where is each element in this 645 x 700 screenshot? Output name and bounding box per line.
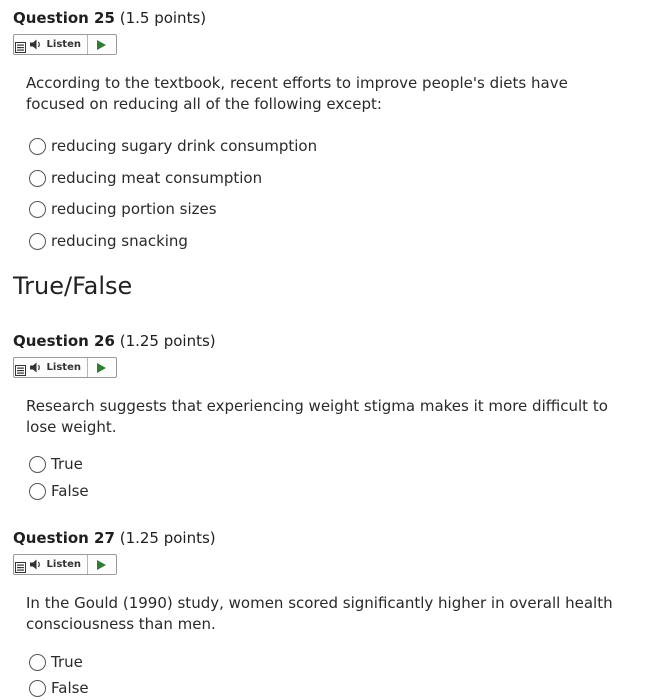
listen-toolbar — [13, 554, 117, 575]
speaker-icon — [30, 559, 43, 570]
menu-icon — [15, 42, 26, 53]
option-label[interactable]: reducing sugary drink consumption — [51, 137, 318, 155]
option-label[interactable]: reducing meat consumption — [51, 169, 263, 187]
listen-button[interactable] — [28, 555, 88, 574]
answer-option[interactable] — [29, 480, 89, 502]
option-label[interactable]: reducing portion sizes — [51, 200, 217, 218]
play-icon — [97, 560, 106, 570]
radio-button[interactable] — [29, 456, 46, 473]
play-icon — [97, 363, 106, 373]
listen-button[interactable] — [28, 358, 88, 377]
speaker-icon — [30, 39, 43, 50]
listen-button[interactable] — [28, 35, 88, 54]
question-26-header — [13, 332, 216, 350]
option-label[interactable]: False — [51, 679, 89, 697]
radio-button[interactable] — [29, 170, 46, 187]
question-number: Question 27 — [13, 529, 115, 547]
listen-menu-button[interactable] — [14, 358, 28, 377]
radio-button[interactable] — [29, 201, 46, 218]
radio-button[interactable] — [29, 138, 46, 155]
answer-option[interactable] — [29, 135, 317, 157]
play-icon — [97, 40, 106, 50]
question-text: In the Gould (1990) study, women scored significantly higher in overall health consciousness than men. — [26, 594, 613, 633]
radio-button[interactable] — [29, 483, 46, 500]
answer-option[interactable] — [29, 167, 262, 189]
option-label[interactable]: True — [51, 455, 83, 473]
menu-icon — [15, 365, 26, 376]
play-button[interactable] — [88, 35, 116, 54]
question-points: (1.5 points) — [119, 9, 207, 27]
answer-option[interactable] — [29, 677, 89, 699]
menu-icon — [15, 562, 26, 573]
answer-option[interactable] — [29, 651, 83, 673]
listen-label: Listen — [46, 362, 81, 373]
listen-label: Listen — [46, 39, 81, 50]
answer-option[interactable] — [29, 198, 217, 220]
option-label[interactable]: True — [51, 653, 83, 671]
question-27-header — [13, 529, 216, 547]
radio-button[interactable] — [29, 233, 46, 250]
question-points: (1.25 points) — [119, 529, 216, 547]
listen-menu-button[interactable] — [14, 35, 28, 54]
section-title: True/False — [13, 272, 133, 300]
option-label[interactable]: False — [51, 482, 89, 500]
listen-label: Listen — [46, 559, 81, 570]
speaker-icon — [30, 362, 43, 373]
play-button[interactable] — [88, 358, 116, 377]
listen-toolbar — [13, 357, 117, 378]
question-number: Question 25 — [13, 9, 115, 27]
answer-option[interactable] — [29, 230, 188, 252]
play-button[interactable] — [88, 555, 116, 574]
question-25-header — [13, 9, 206, 27]
question-number: Question 26 — [13, 332, 115, 350]
question-text: Research suggests that experiencing weight stigma makes it more difficult to lose weight. — [26, 397, 608, 436]
option-label[interactable]: reducing snacking — [51, 232, 188, 250]
listen-menu-button[interactable] — [14, 555, 28, 574]
question-text: According to the textbook, recent efforts to improve people's diets have focused on reducing all of the following except: — [26, 74, 568, 113]
listen-toolbar — [13, 34, 117, 55]
radio-button[interactable] — [29, 654, 46, 671]
radio-button[interactable] — [29, 680, 46, 697]
question-points: (1.25 points) — [119, 332, 216, 350]
answer-option[interactable] — [29, 453, 83, 475]
